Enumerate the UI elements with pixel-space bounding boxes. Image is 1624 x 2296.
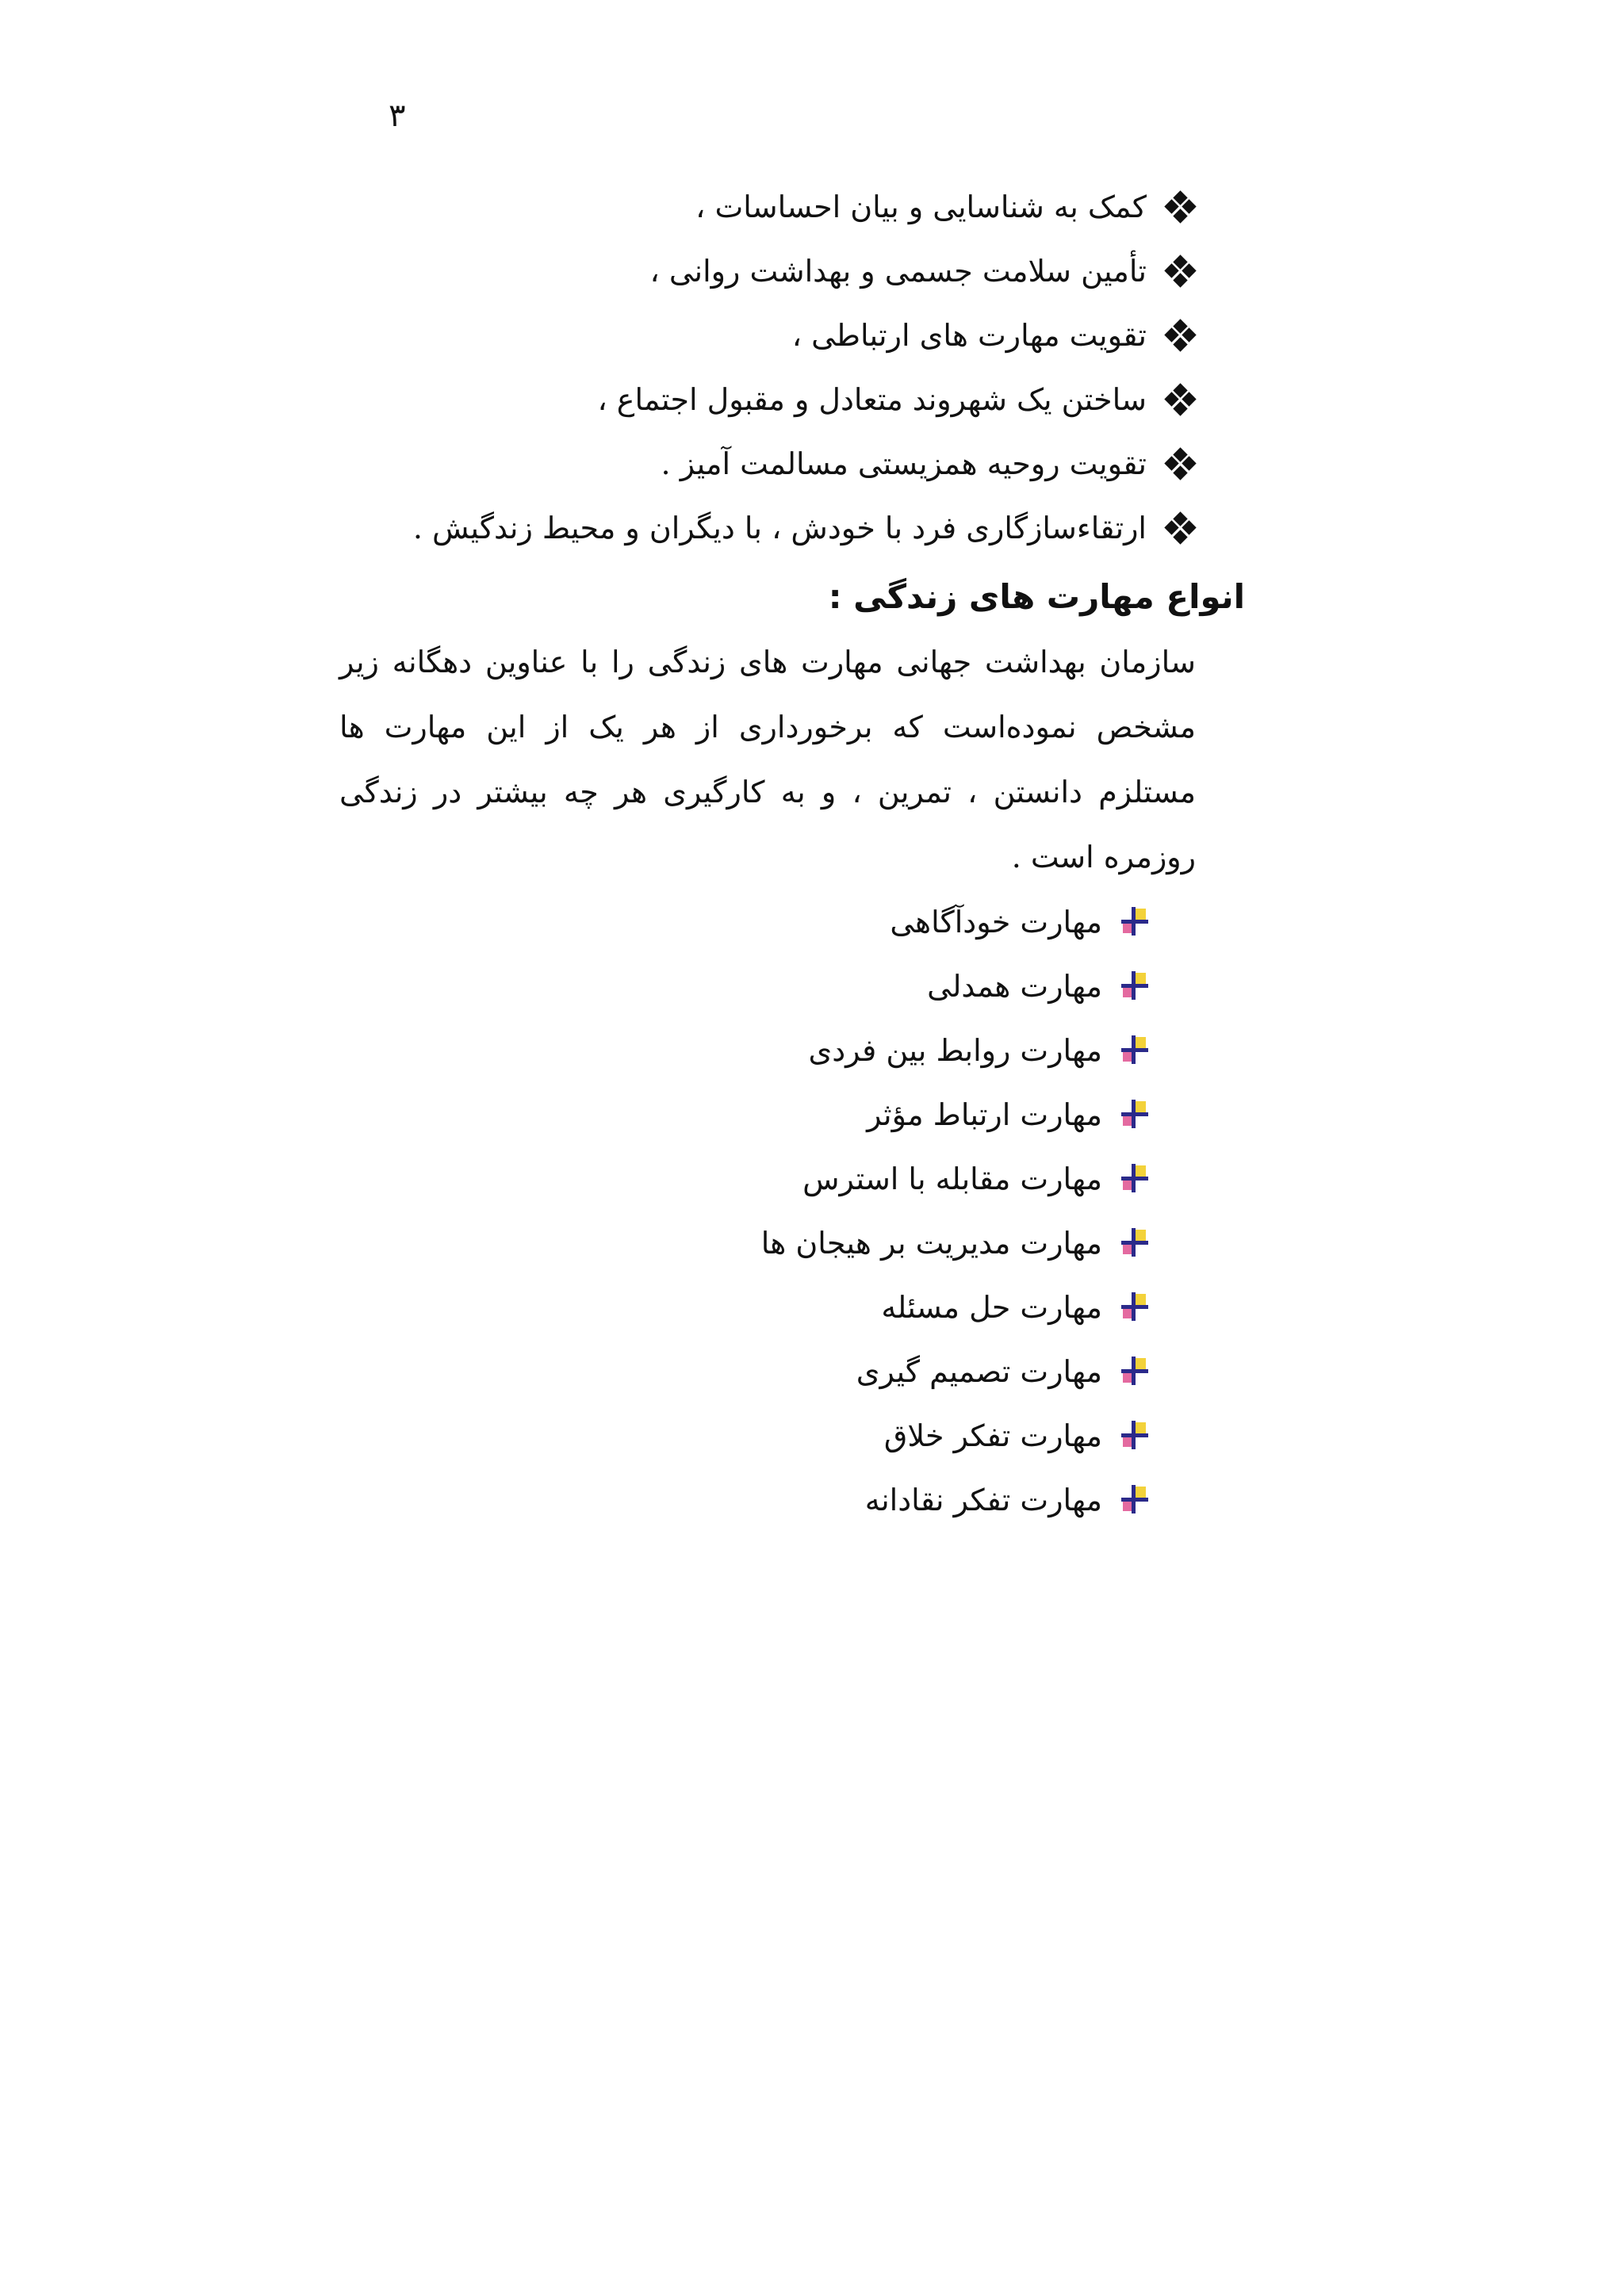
page-content — [339, 174, 1245, 1532]
skill-text: مهارت همدلی — [927, 968, 1102, 1004]
colored-cross-icon — [1120, 1485, 1150, 1515]
goal-text: ساختن یک شهروند متعادل و مقبول اجتماع ، — [597, 381, 1147, 417]
four-diamond-icon — [1166, 513, 1196, 543]
goal-text: تأمین سلامت جسمی و بهداشت روانی ، — [649, 253, 1147, 289]
colored-cross-icon — [1120, 907, 1150, 937]
list-item — [339, 367, 1196, 431]
list-item — [339, 1339, 1150, 1403]
four-diamond-icon — [1166, 256, 1196, 286]
colored-cross-icon — [1120, 1421, 1150, 1451]
list-item — [339, 431, 1196, 496]
skill-text: مهارت مقابله با استرس — [802, 1161, 1102, 1196]
colored-cross-icon — [1120, 1035, 1150, 1066]
page-number: ۳ — [389, 98, 406, 134]
skill-text: مهارت روابط بین فردی — [808, 1032, 1102, 1068]
skill-text: مهارت تفکر خلاق — [883, 1418, 1102, 1453]
list-item — [339, 1211, 1150, 1275]
skill-text: مهارت حل مسئله — [881, 1289, 1102, 1325]
list-item — [339, 174, 1196, 239]
goals-list — [339, 174, 1196, 560]
skill-text: مهارت مدیریت بر هیجان ها — [760, 1225, 1102, 1261]
list-item — [339, 1018, 1150, 1082]
four-diamond-icon — [1166, 385, 1196, 415]
section-heading: انواع مهارت های زندگی : — [828, 577, 1245, 616]
list-item — [339, 890, 1150, 954]
four-diamond-icon — [1166, 449, 1196, 479]
list-item — [339, 1468, 1150, 1532]
colored-cross-icon — [1120, 1357, 1150, 1387]
skill-text: مهارت تفکر نقادانه — [864, 1482, 1102, 1517]
list-item — [339, 1403, 1150, 1468]
colored-cross-icon — [1120, 1164, 1150, 1194]
intro-paragraph: سازمان بهداشت جهانی مهارت های زندگی را با عناوین دهگانه زیر مشخص نموده‌است که برخورداری از هر یک از این مهارت ها مستلزم دانستن ، تمرین ، و به کارگیری هر چه بیشتر در زندگی روزمره است . — [339, 645, 1196, 874]
skill-text: مهارت تصمیم گیری — [856, 1353, 1102, 1389]
goal-text: کمک به شناسایی و بیان احساسات ، — [695, 189, 1147, 224]
four-diamond-icon — [1166, 192, 1196, 222]
list-item — [339, 1082, 1150, 1146]
colored-cross-icon — [1120, 1292, 1150, 1322]
colored-cross-icon — [1120, 971, 1150, 1001]
skill-text: مهارت ارتباط مؤثر — [867, 1096, 1102, 1132]
skill-text: مهارت خودآگاهی — [890, 904, 1102, 939]
goal-text: تقویت مهارت های ارتباطی ، — [791, 317, 1147, 353]
goal-text: ارتقاءسازگاری فرد با خودش ، با دیگران و محیط زندگیش . — [412, 510, 1147, 545]
skills-list — [339, 890, 1196, 1532]
goal-text: تقویت روحیه همزیستی مسالمت آمیز . — [661, 446, 1147, 481]
list-item — [339, 303, 1196, 367]
four-diamond-icon — [1166, 320, 1196, 350]
list-item — [339, 239, 1196, 303]
colored-cross-icon — [1120, 1100, 1150, 1130]
list-item — [339, 1146, 1150, 1211]
list-item — [339, 496, 1196, 560]
list-item — [339, 1275, 1150, 1339]
list-item — [339, 954, 1150, 1018]
colored-cross-icon — [1120, 1228, 1150, 1258]
